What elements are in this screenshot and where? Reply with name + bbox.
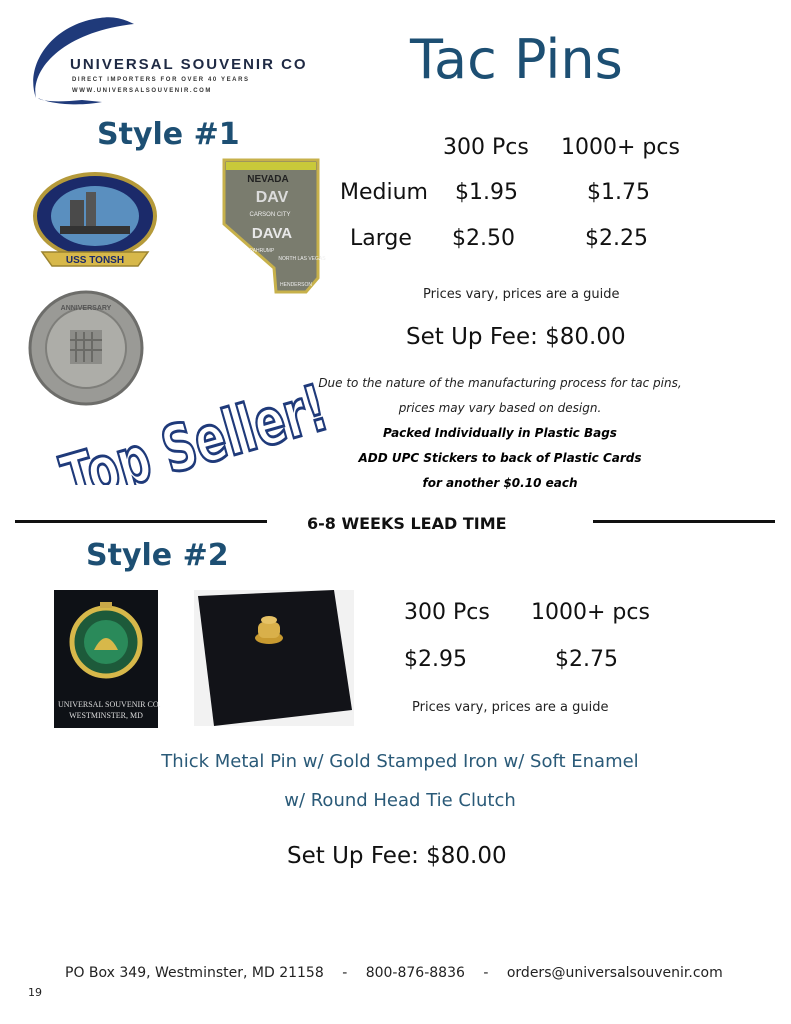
note-line: prices may vary based on design. <box>398 401 602 415</box>
style1-setup-fee: Set Up Fee: $80.00 <box>406 324 626 350</box>
pin2-text-carson: CARSON CITY <box>249 212 291 218</box>
pin-image-nevada <box>218 156 328 296</box>
top-seller-text: Top Seller! <box>53 345 338 485</box>
footer-separator: - <box>483 965 489 981</box>
page-title: Tac Pins <box>410 28 623 91</box>
pin2-text-henderson: HENDERSON <box>280 282 312 288</box>
style2-price-1000: $2.75 <box>555 647 618 672</box>
style1-notes <box>310 376 690 501</box>
divider-left <box>15 520 267 523</box>
card-text-city: WESTMINSTER, MD <box>69 711 143 720</box>
style2-price-300: $2.95 <box>404 647 467 672</box>
footer-phone: 800-876-8836 <box>365 965 465 981</box>
style2-setup-fee: Set Up Fee: $80.00 <box>287 843 507 869</box>
pin2-text-nevada: NEVADA <box>247 174 289 185</box>
style1-row-large-300: $2.50 <box>452 226 515 251</box>
style1-row-medium-1000: $1.75 <box>587 180 650 205</box>
style1-col-300: 300 Pcs <box>443 135 529 160</box>
style1-guide: Prices vary, prices are a guide <box>423 287 620 302</box>
style1-row-medium-300: $1.95 <box>455 180 518 205</box>
style1-row-medium-label: Medium <box>340 180 428 205</box>
logo-url: WWW.UNIVERSALSOUVENIR.COM <box>72 88 212 94</box>
note-line: ADD UPC Stickers to back of Plastic Cards <box>358 451 642 465</box>
pin1-banner-text: USS TONSH <box>65 255 125 266</box>
style1-row-large-label: Large <box>350 226 412 251</box>
description-line1: Thick Metal Pin w/ Gold Stamped Iron w/ Soft Enamel <box>161 751 639 772</box>
note-line: Packed Individually in Plastic Bags <box>383 426 617 440</box>
pin-card-image <box>54 590 161 728</box>
style2-col-300: 300 Pcs <box>404 600 490 625</box>
pin2-text-dav: DAV <box>255 189 289 206</box>
logo-tagline: DIRECT IMPORTERS FOR OVER 40 YEARS <box>72 77 250 83</box>
pin2-text-nlv: NORTH LAS VEGAS <box>278 256 326 262</box>
style1-heading: Style #1 <box>97 117 240 152</box>
lead-time: 6-8 WEEKS LEAD TIME <box>307 514 507 533</box>
pin3-text: ANNIVERSARY <box>60 305 112 312</box>
footer-separator: - <box>342 965 348 981</box>
footer-email[interactable]: orders@universalsouvenir.com <box>506 965 723 981</box>
style2-col-1000: 1000+ pcs <box>531 600 650 625</box>
style1-col-1000: 1000+ pcs <box>561 135 680 160</box>
pin2-text-dava: DAVA <box>251 225 293 242</box>
description-line2: w/ Round Head Tie Clutch <box>284 790 516 811</box>
style2-heading: Style #2 <box>86 538 229 573</box>
top-seller-badge <box>38 345 338 485</box>
card-text-company: UNIVERSAL SOUVENIR CO. <box>58 700 161 709</box>
pin2-text-pahrump: PAHRUMP <box>249 248 275 254</box>
footer <box>65 965 723 981</box>
note-line: Due to the nature of the manufacturing process for tac pins, <box>318 376 682 390</box>
footer-address: PO Box 349, Westminster, MD 21158 <box>65 965 324 981</box>
style1-row-large-1000: $2.25 <box>585 226 648 251</box>
note-line: for another $0.10 each <box>422 476 578 490</box>
style2-guide: Prices vary, prices are a guide <box>412 700 609 715</box>
page-number: 19 <box>28 986 42 999</box>
tie-clutch-image <box>194 590 354 726</box>
pin-image-ship <box>30 170 160 270</box>
company-logo <box>22 10 342 110</box>
logo-name: UNIVERSAL SOUVENIR CO <box>70 56 308 73</box>
divider-right <box>593 520 775 523</box>
